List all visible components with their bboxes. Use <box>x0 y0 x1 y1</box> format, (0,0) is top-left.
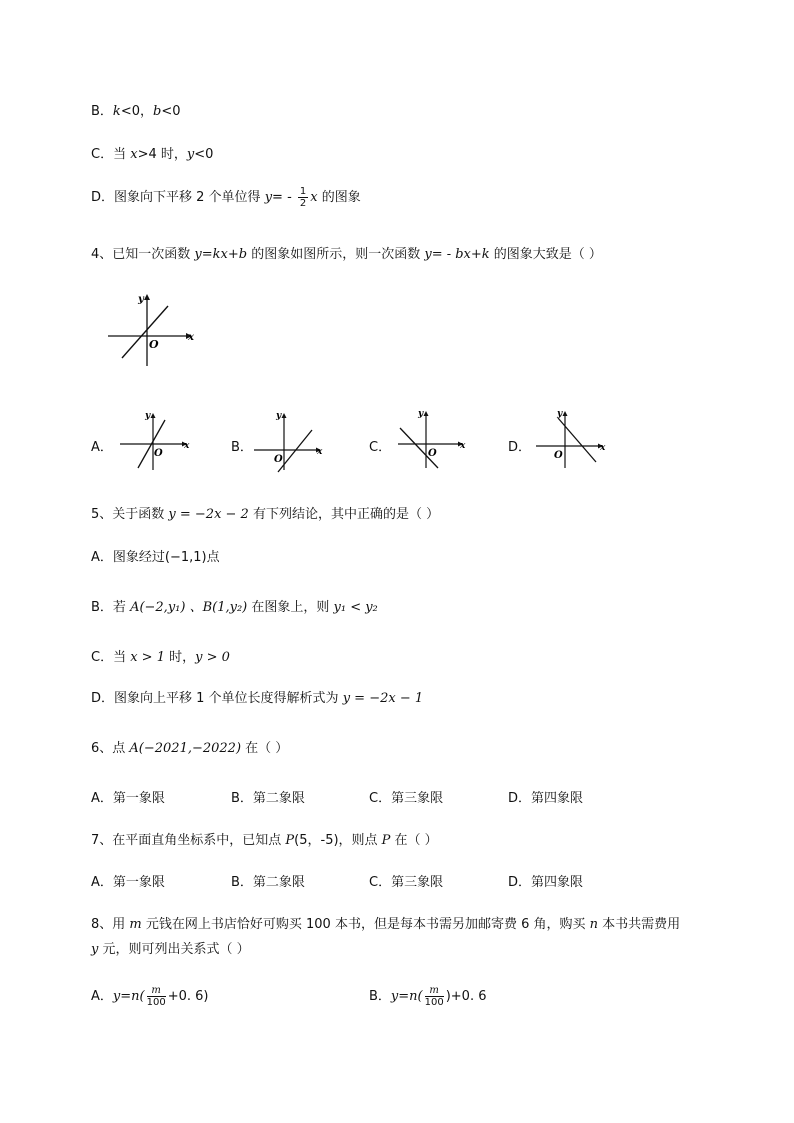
q4-option-c-label: C． <box>369 440 392 455</box>
option-label: C．当 <box>91 147 131 162</box>
y-axis-label: y <box>557 409 563 419</box>
numerator: m <box>425 985 444 997</box>
origin-label: O <box>554 450 563 461</box>
denominator: 2 <box>299 198 307 209</box>
formula: y=kx+b <box>194 247 248 262</box>
q8-stem-line2 <box>91 938 250 957</box>
q4-option-b-label: B． <box>231 440 253 455</box>
formula: x > 1 <box>130 650 165 665</box>
text: )+0. 6 <box>445 989 487 1004</box>
origin-label: O <box>154 448 163 459</box>
formula: A(−2,y₁) 、B(1,y₂) <box>130 600 248 615</box>
q5-option-c <box>91 646 230 665</box>
text: 有下列结论，其中正确的是（ ） <box>248 507 440 522</box>
x-axis-label: x <box>600 443 606 453</box>
var-p: P <box>381 833 391 848</box>
text: (5，-5)，则点 <box>294 833 382 848</box>
var-x: x <box>130 147 138 162</box>
q6-option-b: B．第二象限 <box>231 791 305 806</box>
text: 5、关于函数 <box>91 507 169 522</box>
text: C．当 <box>91 650 131 665</box>
text: 8、用 <box>91 917 130 932</box>
q8-stem-line1 <box>91 913 680 932</box>
q4-option-a-graph <box>116 408 192 474</box>
q3-option-b <box>91 100 180 119</box>
q3-option-c <box>91 143 213 162</box>
q7-option-a: A．第一象限 <box>91 875 165 890</box>
denominator: 100 <box>424 997 444 1008</box>
text: D．图象向上平移 1 个单位长度得解析式为 <box>91 691 343 706</box>
y-axis-label: y <box>276 411 282 421</box>
formula: y > 0 <box>195 650 230 665</box>
var-y: y <box>264 190 273 205</box>
formula: y= - bx+k <box>424 247 490 262</box>
formula: y=n( <box>112 989 145 1004</box>
text: >4 时， <box>137 147 187 162</box>
option-label: B． <box>91 104 113 119</box>
q7-option-c: C．第三象限 <box>369 875 444 890</box>
q6-stem <box>91 737 288 756</box>
text: 的图象如图所示，则一次函数 <box>247 247 425 262</box>
q4-option-c-graph <box>392 406 468 472</box>
option-label: D．图象向下平移 2 个单位得 <box>91 190 265 205</box>
numerator: 1 <box>299 186 307 197</box>
y-axis-label: y <box>145 411 151 421</box>
formula: y = −2x − 1 <box>342 691 424 706</box>
var-m: m <box>129 917 142 932</box>
q4-stem <box>91 243 602 262</box>
q5-option-d <box>91 687 423 706</box>
y-axis-label: y <box>418 409 424 419</box>
var-n: n <box>589 917 598 932</box>
text: 4、已知一次函数 <box>91 247 195 262</box>
option-label: B． <box>369 989 391 1004</box>
q5-option-b <box>91 596 378 615</box>
q7-option-d: D．第四象限 <box>508 875 584 890</box>
fraction <box>425 985 444 1008</box>
origin-label: O <box>274 454 283 465</box>
text: 7、在平面直角坐标系中，已知点 <box>91 833 286 848</box>
var-x: x <box>310 190 318 205</box>
q4-option-d-label: D． <box>508 440 532 455</box>
var-p: P <box>285 833 295 848</box>
x-axis-label: x <box>460 441 466 451</box>
text: <0， <box>120 104 153 119</box>
text: 在（ ） <box>390 833 438 848</box>
q5-stem <box>91 503 439 522</box>
x-axis-label: x <box>188 332 194 343</box>
text: <0 <box>161 104 181 119</box>
text: = - <box>272 190 296 205</box>
text: 6、点 <box>91 741 130 756</box>
text: +0. 6) <box>167 989 209 1004</box>
numerator: m <box>147 985 166 997</box>
text: 的图象大致是（ ） <box>489 247 602 262</box>
text: 本书共需费用 <box>598 917 681 932</box>
text: A．图象经过(−1,1)点 <box>91 550 220 565</box>
text: 时， <box>164 650 196 665</box>
text: <0 <box>194 147 214 162</box>
var-y: y <box>91 942 99 957</box>
q4-option-a-label: A． <box>91 440 113 455</box>
q6-option-d: D．第四象限 <box>508 791 584 806</box>
q6-option-a: A．第一象限 <box>91 791 165 806</box>
q4-main-graph <box>100 288 200 370</box>
q4-option-b-graph <box>252 408 328 474</box>
text: 的图象 <box>317 190 361 205</box>
y-axis-label: y <box>138 294 144 305</box>
formula: A(−2021,−2022) <box>129 741 242 756</box>
origin-label: O <box>428 448 437 459</box>
origin-label: O <box>149 338 159 351</box>
q4-option-d-graph <box>532 406 612 472</box>
q3-option-d <box>91 186 361 209</box>
formula: y₁ < y₂ <box>333 600 378 615</box>
text: B．若 <box>91 600 131 615</box>
var-y: y <box>186 147 195 162</box>
text: 在图象上，则 <box>247 600 334 615</box>
text: 在（ ） <box>241 741 289 756</box>
formula: y = −2x − 2 <box>168 507 249 522</box>
q8-option-b <box>369 985 486 1008</box>
q5-option-a <box>91 546 220 565</box>
fraction <box>147 985 166 1008</box>
option-label: A． <box>91 989 113 1004</box>
q8-option-a <box>91 985 208 1008</box>
text: 元，则可列出关系式（ ） <box>98 942 250 957</box>
var-b: b <box>152 104 162 119</box>
text: 元钱在网上书店恰好可购买 100 本书，但是每本书需另加邮寄费 6 角，购买 <box>141 917 590 932</box>
q6-option-c: C．第三象限 <box>369 791 444 806</box>
x-axis-label: x <box>184 441 190 451</box>
q7-option-b: B．第二象限 <box>231 875 305 890</box>
q7-stem <box>91 829 438 848</box>
x-axis-label: x <box>317 447 323 457</box>
denominator: 100 <box>146 997 166 1008</box>
var-k: k <box>112 104 121 119</box>
formula: y=n( <box>390 989 423 1004</box>
fraction <box>298 186 308 209</box>
